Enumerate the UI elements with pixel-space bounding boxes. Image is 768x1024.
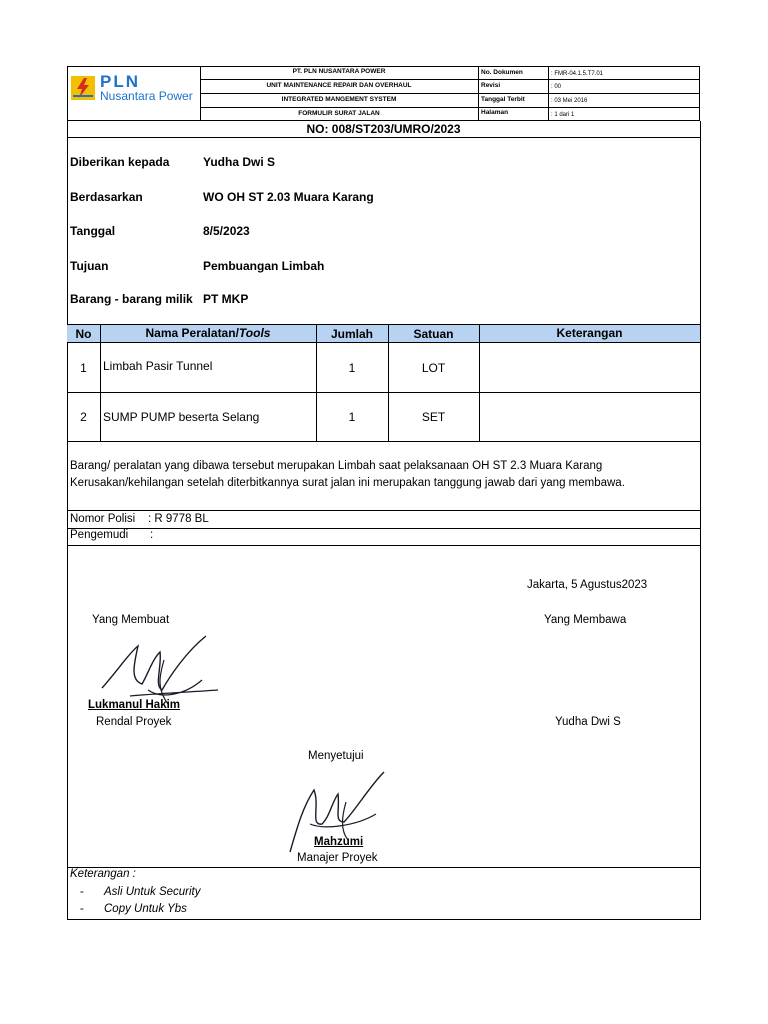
- footer-item-2: Copy Untuk Ybs: [104, 903, 187, 915]
- col-header-name: [100, 326, 316, 340]
- header-unit: UNIT MAINTENANCE REPAIR DAN OVERHAUL: [266, 82, 412, 89]
- col-header-note: Keterangan: [556, 326, 623, 340]
- driver-value: :: [150, 529, 154, 541]
- table-row-2-qty: 1: [348, 410, 356, 424]
- col-header-unit: Satuan: [413, 327, 454, 341]
- note-line-1: Barang/ peralatan yang dibawa tersebut merupakan Limbah saat pelaksanaan OH ST 2.3 Muara Karang: [70, 460, 603, 472]
- table-row-1-unit: LOT: [421, 361, 446, 375]
- document-number: NO: 008/ST203/UMRO/2023: [306, 122, 461, 136]
- meta-label-rev: Revisi: [481, 82, 501, 89]
- plate-label: Nomor Polisi: [70, 513, 136, 525]
- col-header-name-text: Nama Peralatan/: [145, 326, 239, 340]
- company-logo: [70, 72, 198, 112]
- approver-name: Mahzumi: [314, 836, 364, 848]
- col-header-no: No: [75, 327, 92, 341]
- meta-value-rev: : 00: [551, 84, 562, 90]
- maker-role: Yang Membuat: [92, 614, 170, 626]
- meta-label-doc: No. Dokumen: [481, 69, 523, 76]
- field-label-owner: Barang - barang milik: [70, 292, 193, 306]
- field-value-owner: PT MKP: [203, 292, 249, 306]
- logo-subtitle: Nusantara Power: [100, 89, 193, 103]
- field-label-based-on: Berdasarkan: [70, 190, 143, 204]
- col-header-qty: Jumlah: [330, 327, 373, 341]
- meta-label-page: Halaman: [481, 109, 509, 116]
- meta-value-date: : 03 Mei 2016: [551, 98, 588, 104]
- maker-title: Rendal Proyek: [96, 716, 172, 728]
- table-row-1-name: Limbah Pasir Tunnel: [103, 359, 213, 373]
- col-header-name-italic: Tools: [238, 326, 271, 340]
- approve-label: Menyetujui: [308, 750, 364, 762]
- footer-bullet-1: -: [80, 886, 84, 898]
- table-row-1-no: 1: [80, 361, 87, 375]
- driver-label: Pengemudi: [70, 529, 129, 541]
- field-value-date: 8/5/2023: [203, 224, 250, 238]
- plate-value: : R 9778 BL: [148, 513, 209, 525]
- header-form: FORMULIR SURAT JALAN: [298, 110, 380, 117]
- meta-label-date: Tanggal Terbit: [481, 96, 525, 103]
- field-value-given-to: Yudha Dwi S: [203, 155, 276, 169]
- table-row-2-name: SUMP PUMP beserta Selang: [103, 410, 260, 424]
- field-label-date: Tanggal: [70, 224, 116, 238]
- field-label-purpose: Tujuan: [70, 259, 109, 273]
- table-row-2-no: 2: [80, 410, 87, 424]
- footer-bullet-2: -: [80, 903, 84, 915]
- footer-title: Keterangan :: [70, 868, 136, 880]
- header-system: INTEGRATED MANGEMENT SYSTEM: [281, 96, 397, 103]
- field-value-purpose: Pembuangan Limbah: [203, 259, 325, 273]
- logo-brand: PLN: [100, 72, 140, 91]
- place-date: Jakarta, 5 Agustus2023: [527, 579, 648, 591]
- meta-value-page: : 1 dari 1: [551, 112, 575, 118]
- approver-title: Manajer Proyek: [297, 852, 378, 864]
- header-company: PT. PLN NUSANTARA POWER: [292, 68, 386, 75]
- footer-item-1: Asli Untuk Security: [104, 886, 201, 898]
- table-row-2-unit: SET: [421, 410, 446, 424]
- note-line-2: Kerusakan/kehilangan setelah diterbitkannya surat jalan ini merupakan tanggung jawab dari yang membawa.: [70, 477, 625, 489]
- meta-value-doc: : FMR-04.1.5.T7.01: [551, 71, 604, 77]
- field-label-given-to: Diberikan kepada: [70, 155, 170, 169]
- table-row-1-qty: 1: [348, 361, 356, 375]
- field-value-based-on: WO OH ST 2.03 Muara Karang: [203, 190, 374, 204]
- lightning-icon: [70, 75, 96, 101]
- carrier-role: Yang Membawa: [544, 614, 627, 626]
- maker-name: Lukmanul Hakim: [88, 699, 181, 711]
- carrier-name: Yudha Dwi S: [555, 716, 621, 728]
